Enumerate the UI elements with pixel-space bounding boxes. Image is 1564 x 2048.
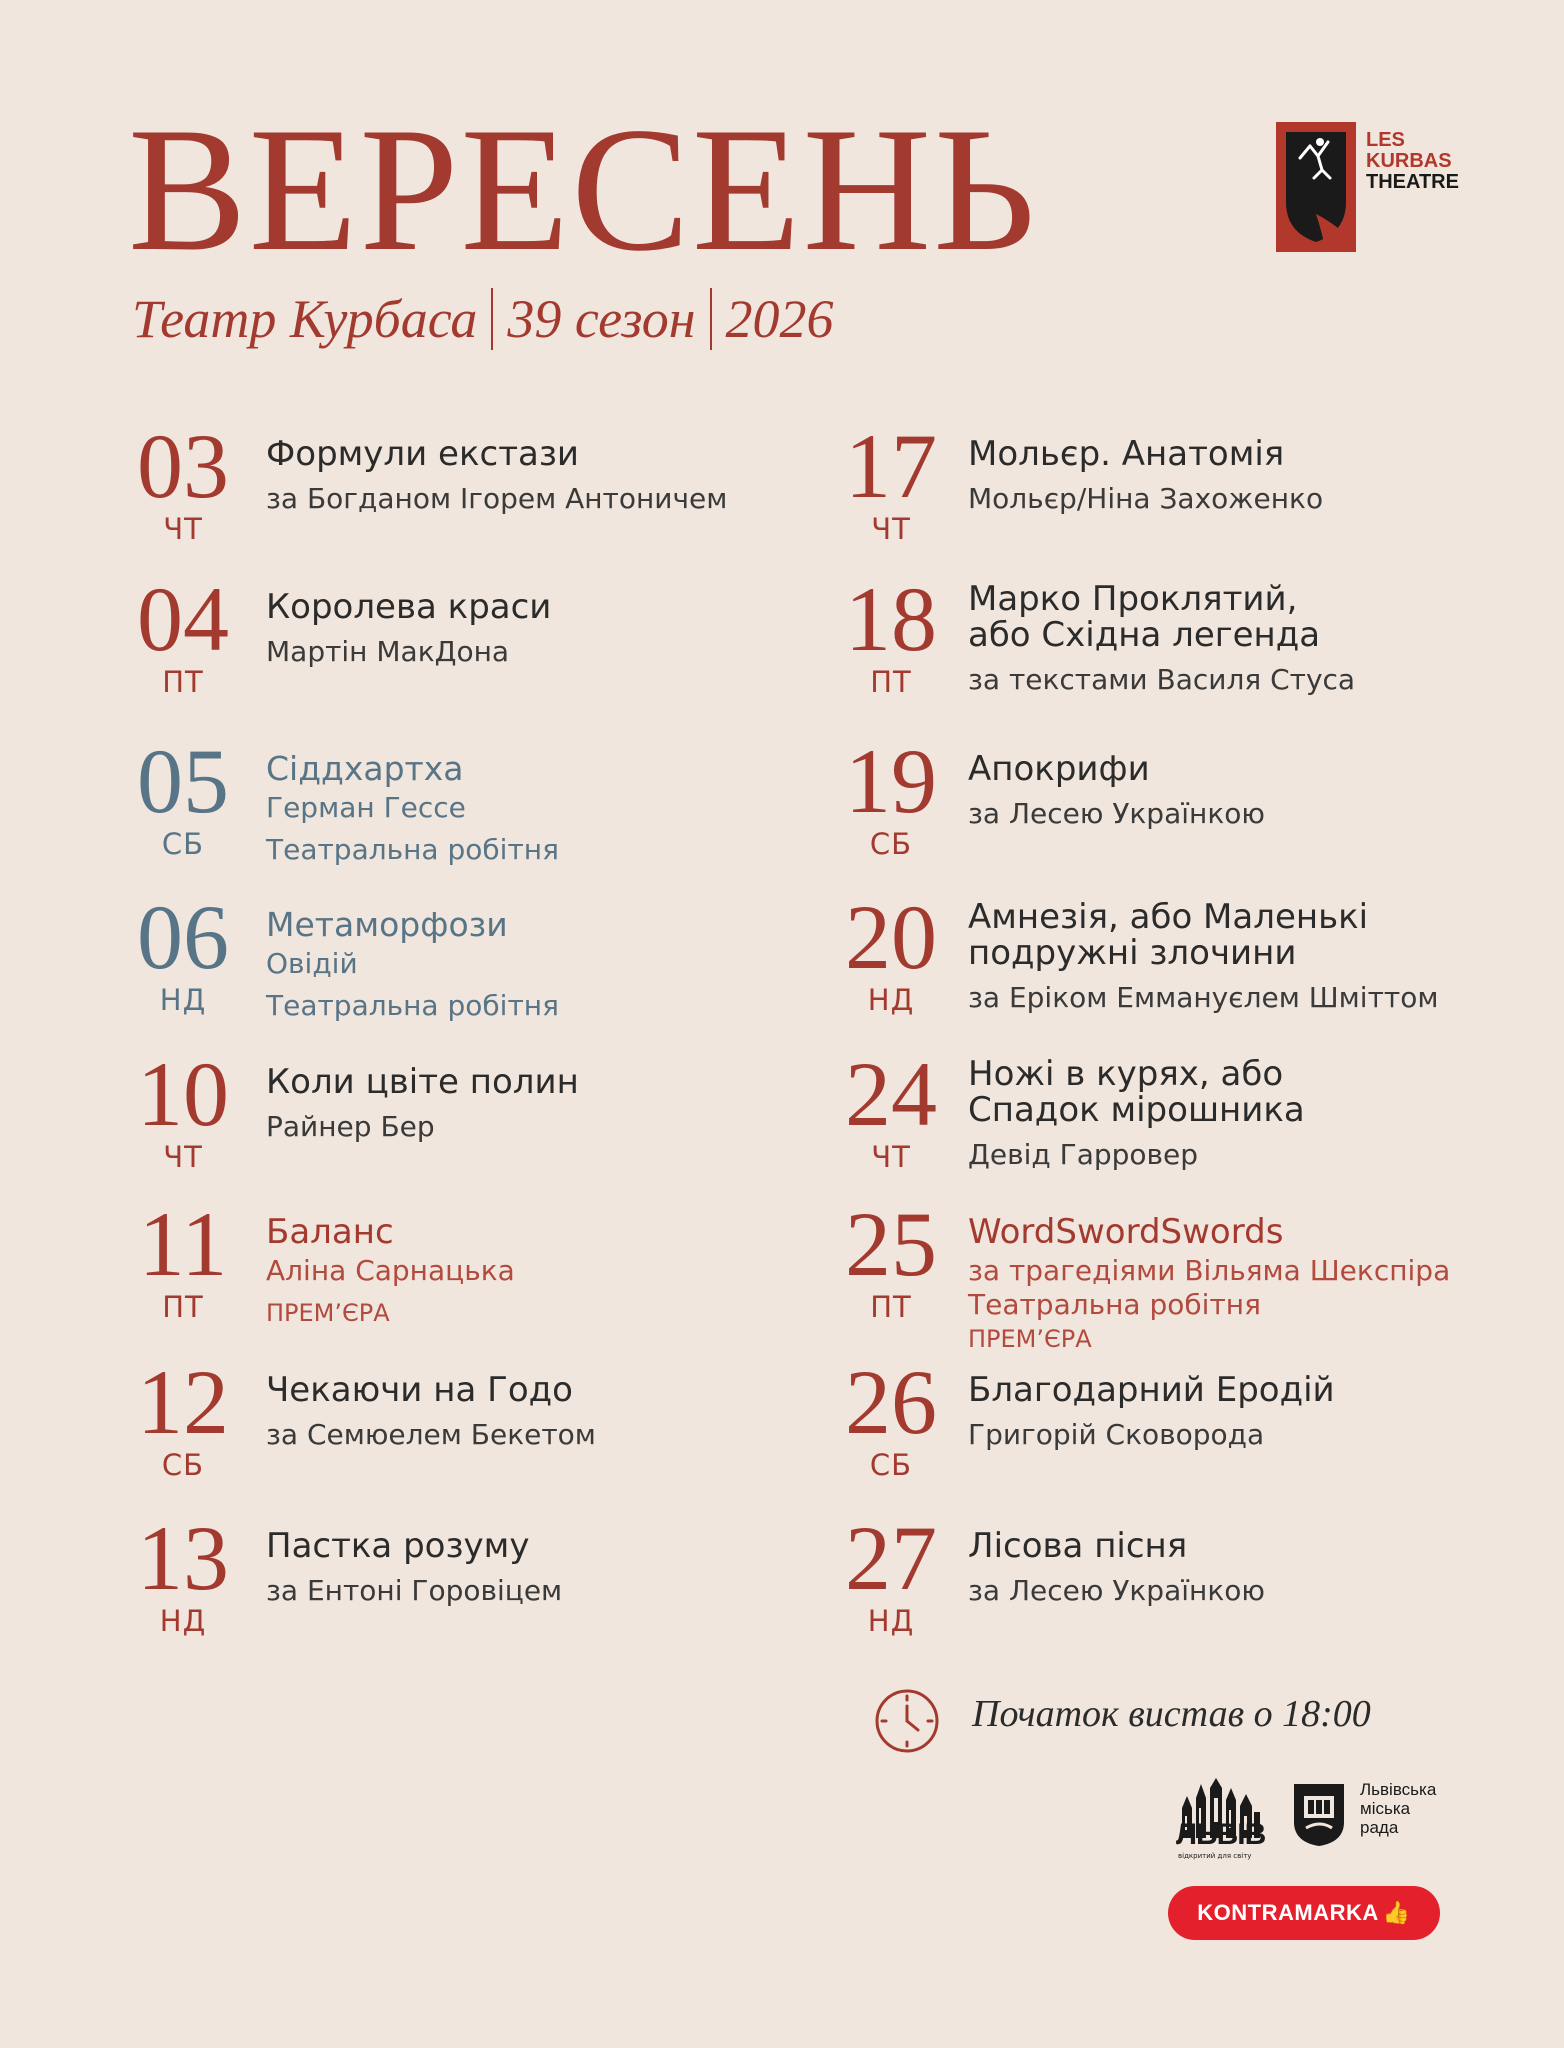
event-author: Райнер Бер xyxy=(266,1110,435,1143)
event-weekday: НД xyxy=(867,983,915,1017)
event-author: за Лесею Українкою xyxy=(968,797,1265,830)
council-line: Львівська xyxy=(1360,1780,1437,1799)
event-title-line2[interactable]: подружні злочини xyxy=(968,933,1297,973)
premiere-badge: ПРЕМ’ЄРА xyxy=(968,1325,1092,1353)
event-weekday: СБ xyxy=(161,1448,205,1482)
event-title[interactable]: Лісова пісня xyxy=(968,1526,1188,1566)
subtitle-year: 2026 xyxy=(725,289,834,349)
council-line: міська xyxy=(1360,1799,1411,1818)
event-weekday: ПТ xyxy=(870,1290,912,1324)
event-day: 04 xyxy=(137,568,229,670)
event-author: Герман Гессе xyxy=(266,791,466,824)
event-title[interactable]: Баланс xyxy=(266,1212,394,1252)
event-weekday: НД xyxy=(159,983,207,1017)
event-author: за Ентоні Горовіцем xyxy=(266,1574,563,1607)
event-weekday: НД xyxy=(867,1604,915,1638)
event-weekday: ЧТ xyxy=(871,512,911,546)
event-day: 13 xyxy=(137,1507,229,1609)
event-author: за текстами Василя Стуса xyxy=(968,663,1356,696)
page-subtitle xyxy=(132,288,834,350)
event-day: 18 xyxy=(845,568,937,670)
event-weekday: НД xyxy=(159,1604,207,1638)
event-title[interactable]: Чекаючи на Годо xyxy=(266,1370,573,1410)
subtitle-theatre: Театр Курбаса xyxy=(132,289,478,349)
event-title[interactable]: Благодарний Еродій xyxy=(968,1370,1335,1410)
logo-line-les: LES xyxy=(1366,129,1405,151)
event-weekday: ПТ xyxy=(162,1290,204,1324)
event-day: 20 xyxy=(845,886,937,988)
logo-line-theatre: THEATRE xyxy=(1366,171,1459,193)
event-weekday: ЧТ xyxy=(163,1140,203,1174)
kontramarka-button[interactable] xyxy=(1168,1886,1440,1940)
event-author: Театральна робітня xyxy=(266,833,559,866)
event-author: Овідій xyxy=(266,947,358,980)
kontramarka-label: KONTRAMARKA xyxy=(1197,1900,1379,1925)
start-time-note: Початок вистав о 18:00 xyxy=(972,1693,1371,1735)
lviv-tagline: відкритий для світу xyxy=(1178,1852,1252,1860)
event-author: Театральна робітня xyxy=(968,1288,1261,1321)
event-author: Театральна робітня xyxy=(266,989,559,1022)
event-title[interactable]: Формули екстази xyxy=(266,434,580,474)
event-day: 27 xyxy=(845,1507,937,1609)
lviv-wordmark: ЛЬВІВ xyxy=(1176,1818,1266,1851)
event-title-line2[interactable]: або Східна легенда xyxy=(968,615,1321,655)
event-title[interactable]: Марко Проклятий, xyxy=(968,579,1298,619)
event-weekday: ЧТ xyxy=(871,1140,911,1174)
event-day: 26 xyxy=(845,1351,937,1453)
lviv-council-label xyxy=(1360,1780,1436,1837)
event-author: за Богданом Ігорем Антоничем xyxy=(266,482,728,515)
subtitle-season: 39 сезон xyxy=(507,289,696,349)
event-title[interactable]: Пастка розуму xyxy=(266,1526,530,1566)
premiere-badge: ПРЕМ’ЄРА xyxy=(266,1299,390,1327)
event-day: 12 xyxy=(137,1351,229,1453)
event-day: 24 xyxy=(845,1043,937,1145)
event-day: 19 xyxy=(845,730,937,832)
event-author: за Еріком Еммануєлем Шміттом xyxy=(968,981,1439,1014)
thumbs-up-icon: 👍 xyxy=(1382,1900,1411,1925)
event-author: за трагедіями Вільяма Шекспіра xyxy=(968,1254,1451,1287)
event-title[interactable]: Метаморфози xyxy=(266,905,508,944)
event-weekday: ПТ xyxy=(162,665,204,699)
logo-wordmark xyxy=(1366,130,1459,193)
event-title[interactable]: Мольєр. Анатомія xyxy=(968,434,1285,474)
event-title[interactable]: Апокрифи xyxy=(968,749,1150,789)
event-title[interactable]: Ножі в курях, або xyxy=(968,1054,1284,1094)
event-day: 25 xyxy=(845,1193,937,1295)
event-title[interactable]: Коли цвіте полин xyxy=(266,1062,579,1102)
subtitle-divider xyxy=(491,288,493,350)
event-title[interactable]: Амнезія, або Маленькі xyxy=(968,897,1369,937)
event-author: Девід Гарровер xyxy=(968,1138,1199,1171)
event-day: 05 xyxy=(137,730,229,832)
event-day: 11 xyxy=(138,1193,228,1295)
event-title[interactable]: Сіддхартха xyxy=(266,749,464,788)
event-author: Мартін МакДона xyxy=(266,635,510,668)
subtitle-divider xyxy=(710,288,712,350)
event-title[interactable]: WordSwordSwords xyxy=(968,1212,1284,1252)
event-weekday: СБ xyxy=(869,827,913,861)
event-weekday: СБ xyxy=(869,1448,913,1482)
event-title[interactable]: Королева краси xyxy=(266,587,552,627)
event-author: Григорій Сковорода xyxy=(968,1418,1265,1451)
event-author: за Лесею Українкою xyxy=(968,1574,1265,1607)
event-weekday: ПТ xyxy=(870,665,912,699)
event-author: за Семюелем Бекетом xyxy=(266,1418,596,1451)
event-day: 06 xyxy=(137,886,229,988)
logo-line-kurbas: KURBAS xyxy=(1366,150,1452,172)
event-weekday: СБ xyxy=(161,827,205,861)
event-author: Аліна Сарнацька xyxy=(266,1254,515,1287)
lviv-council-emblem-icon xyxy=(1292,1782,1346,1848)
event-author: Мольєр/Ніна Захоженко xyxy=(968,482,1324,515)
clock-icon xyxy=(874,1688,940,1754)
event-title-line2[interactable]: Спадок мірошника xyxy=(968,1090,1305,1130)
event-day: 10 xyxy=(137,1043,229,1145)
council-line: рада xyxy=(1360,1818,1399,1837)
event-weekday: ЧТ xyxy=(163,512,203,546)
event-day: 03 xyxy=(137,415,229,517)
page-title: ВЕРЕСЕНЬ xyxy=(128,90,1038,288)
event-day: 17 xyxy=(845,415,937,517)
